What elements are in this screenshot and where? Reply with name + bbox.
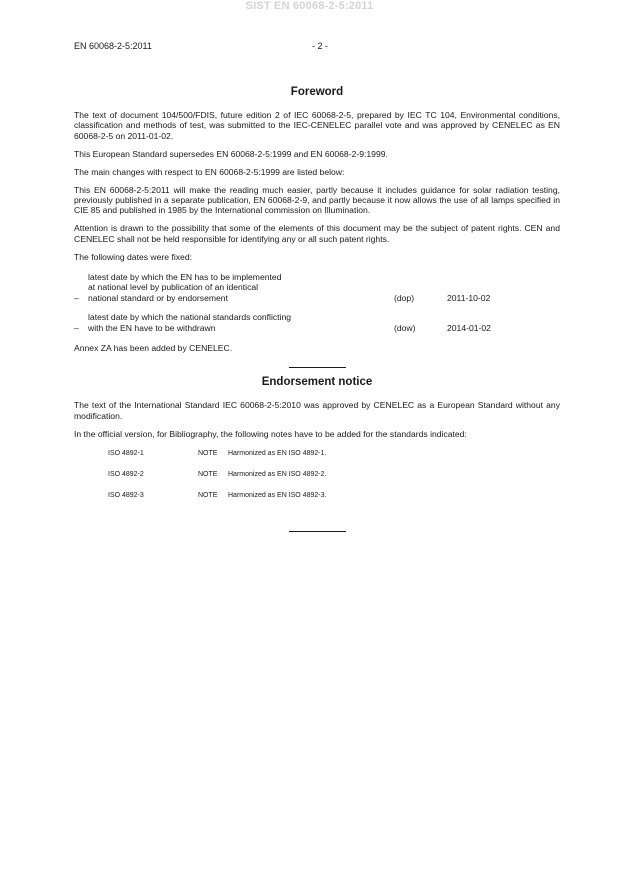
note-standard: ISO 4892-3 xyxy=(108,492,144,500)
date-description-line: national standard or by endorsement xyxy=(88,292,228,303)
list-dash: – xyxy=(74,322,79,333)
note-label: NOTE xyxy=(198,471,218,479)
date-value: 2014-01-02 xyxy=(447,322,491,333)
note-text: Harmonized as EN ISO 4892-1. xyxy=(228,450,327,458)
list-dash: – xyxy=(74,292,79,303)
bibliography-notes xyxy=(74,449,560,512)
annex-note: Annex ZA has been added by CENELEC. xyxy=(74,343,233,353)
date-item-dow xyxy=(74,312,560,333)
note-text: Harmonized as EN ISO 4892-2. xyxy=(228,471,327,479)
endorsement-paragraph: The text of the International Standard IEC 60068-2-5:2010 was approved by CENELEC as a European Standard without any modification. xyxy=(74,400,560,421)
date-value: 2011-10-02 xyxy=(447,292,491,303)
endorsement-paragraph: In the official version, for Bibliography, the following notes have to be added for the standards indicated: xyxy=(74,428,467,439)
foreword-paragraph: The following dates were fixed: xyxy=(74,251,192,262)
date-code: (dop) xyxy=(394,292,415,303)
note-text: Harmonized as EN ISO 4892-3. xyxy=(228,492,327,500)
date-description xyxy=(88,312,394,333)
page-number: - 2 - xyxy=(311,41,328,51)
date-description xyxy=(88,272,394,303)
note-row xyxy=(108,491,560,512)
date-code: (dow) xyxy=(394,322,416,333)
watermark: SIST EN 60068-2-5:2011 xyxy=(245,0,374,12)
date-description-line: with the EN have to be withdrawn xyxy=(88,322,216,333)
note-standard: ISO 4892-1 xyxy=(108,450,144,458)
note-row xyxy=(108,470,560,491)
date-description-line: latest date by which the national standards conflicting xyxy=(88,312,292,323)
endorsement-title: Endorsement notice xyxy=(261,376,373,389)
date-description-line: latest date by which the EN has to be implemented xyxy=(88,271,282,282)
date-description-line: at national level by publication of an identical xyxy=(88,282,259,293)
end-divider xyxy=(289,531,346,532)
note-label: NOTE xyxy=(198,450,218,458)
note-row xyxy=(108,449,560,470)
page-content xyxy=(74,86,560,532)
foreword-paragraph: This EN 60068-2-5:2011 will make the reading much easier, partly because it includes guidance for solar radiation testing, previously published in a separate publication, EN 60068-2-9, and partly because it now allows the use of all lamps specified in CIE 85 and published in 1985 by the International commission on Illumination. xyxy=(74,184,560,216)
foreword-paragraph: The text of document 104/500/FDIS, future edition 2 of IEC 60068-2-5, prepared by IEC TC 104, Environmental conditions, classification and methods of test, was submitted to the IEC-CENELEC parallel vote and was approved by CENELEC as EN 60068-2-5 on 2011-01-02. xyxy=(74,110,560,141)
foreword-paragraph: The main changes with respect to EN 60068-2-5:1999 are listed below: xyxy=(74,166,345,177)
foreword-title: Foreword xyxy=(290,86,344,98)
foreword-paragraph: Attention is drawn to the possibility that some of the elements of this document may be the subject of patent rights. CEN and CENELEC shall not be held responsible for identifying any or all such patent rights. xyxy=(74,223,560,244)
document-id: EN 60068-2-5:2011 xyxy=(74,41,152,51)
date-item-dop xyxy=(74,272,560,303)
section-divider xyxy=(289,367,346,368)
note-label: NOTE xyxy=(198,492,218,500)
note-standard: ISO 4892-2 xyxy=(108,471,144,479)
foreword-paragraph: This European Standard supersedes EN 60068-2-5:1999 and EN 60068-2-9:1999. xyxy=(74,148,388,159)
